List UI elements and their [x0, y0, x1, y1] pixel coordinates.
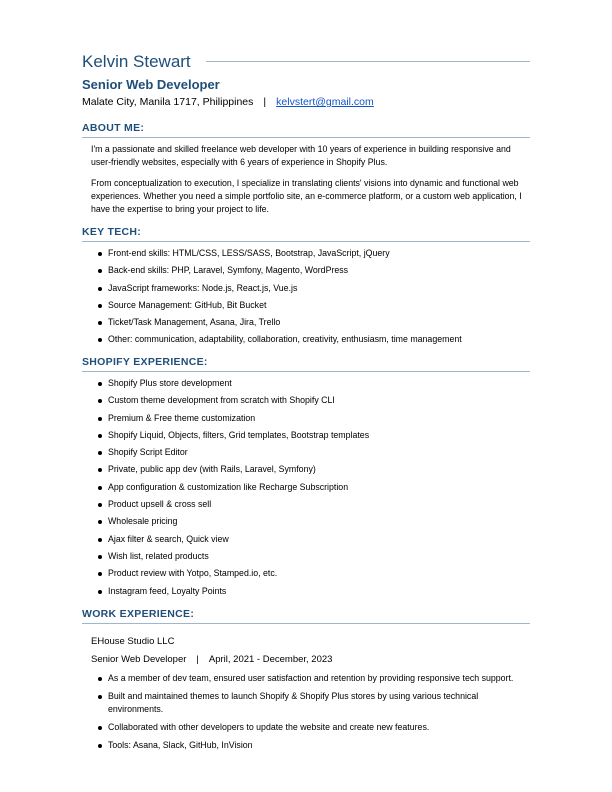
list-item: Shopify Liquid, Objects, filters, Grid templates, Bootstrap templates [91, 429, 369, 446]
section-heading-work: WORK EXPERIENCE: [82, 608, 530, 624]
list-item: Back-end skills: PHP, Laravel, Symfony, Magento, WordPress [91, 264, 462, 281]
list-item: Shopify Script Editor [91, 446, 369, 463]
role-title: Senior Web Developer [91, 654, 187, 665]
work-duties-list [91, 672, 528, 757]
list-item: As a member of dev team, ensured user satisfaction and retention by providing responsive tech support. [91, 672, 528, 685]
role-separator: | [196, 654, 199, 665]
about-paragraph: I'm a passionate and skilled freelance web developer with 10 years of experience in building responsive and user-friendly websites, especially with 6 years of experience in Shopify Plus. [91, 144, 511, 167]
list-item: Other: communication, adaptability, collaboration, creativity, enthusiasm, time management [91, 333, 462, 350]
section-heading-about: ABOUT ME: [82, 122, 530, 138]
name-row [82, 52, 532, 74]
section-heading-key-tech: KEY TECH: [82, 226, 530, 242]
list-item: Private, public app dev (with Rails, Laravel, Symfony) [91, 463, 369, 480]
role-period: April, 2021 - December, 2023 [208, 654, 333, 665]
address: Malate City, Manila 1717, Philippines [82, 96, 254, 108]
list-item: Product review with Yotpo, Stamped.io, etc. [91, 567, 369, 584]
list-item: Tools: Asana, Slack, GitHub, InVision [91, 739, 528, 752]
list-item: Product upsell & cross sell [91, 498, 369, 515]
list-item: Premium & Free theme customization [91, 412, 369, 429]
list-item: Built and maintained themes to launch Shopify & Shopify Plus stores by using various technical environments. [91, 690, 528, 716]
contact-line [82, 96, 374, 108]
list-item: Shopify Plus store development [91, 377, 369, 394]
header-divider [206, 61, 530, 62]
section-heading-shopify: SHOPIFY EXPERIENCE: [82, 356, 530, 372]
contact-separator: | [263, 96, 267, 108]
company-name: EHouse Studio LLC [91, 636, 175, 647]
about-paragraph: From conceptualization to execution, I specialize in translating clients' visions into dynamic and functional web experiences. Whether you need a simple portfolio site, an e-commerce platform, or a custom web application, I have the expertise to bring your project to life. [91, 178, 522, 214]
job-title: Senior Web Developer [82, 77, 220, 92]
email-link[interactable]: kelvstert@gmail.com [276, 96, 374, 108]
list-item: Custom theme development from scratch with Shopify CLI [91, 394, 369, 411]
list-item: Source Management: GitHub, Bit Bucket [91, 299, 462, 316]
list-item: Ticket/Task Management, Asana, Jira, Trello [91, 316, 462, 333]
shopify-experience-list [91, 377, 369, 602]
list-item: App configuration & customization like Recharge Subscription [91, 481, 369, 498]
list-item: Front-end skills: HTML/CSS, LESS/SASS, Bootstrap, JavaScript, jQuery [91, 247, 462, 264]
list-item: JavaScript frameworks: Node.js, React.js, Vue.js [91, 282, 462, 299]
list-item: Ajax filter & search, Quick view [91, 533, 369, 550]
list-item: Wish list, related products [91, 550, 369, 567]
list-item: Collaborated with other developers to update the website and create new features. [91, 721, 528, 734]
role-line [91, 654, 332, 665]
key-tech-list [91, 247, 462, 351]
list-item: Wholesale pricing [91, 515, 369, 532]
resume-header [82, 52, 532, 74]
candidate-name: Kelvin Stewart [82, 52, 191, 71]
list-item: Instagram feed, Loyalty Points [91, 585, 369, 602]
